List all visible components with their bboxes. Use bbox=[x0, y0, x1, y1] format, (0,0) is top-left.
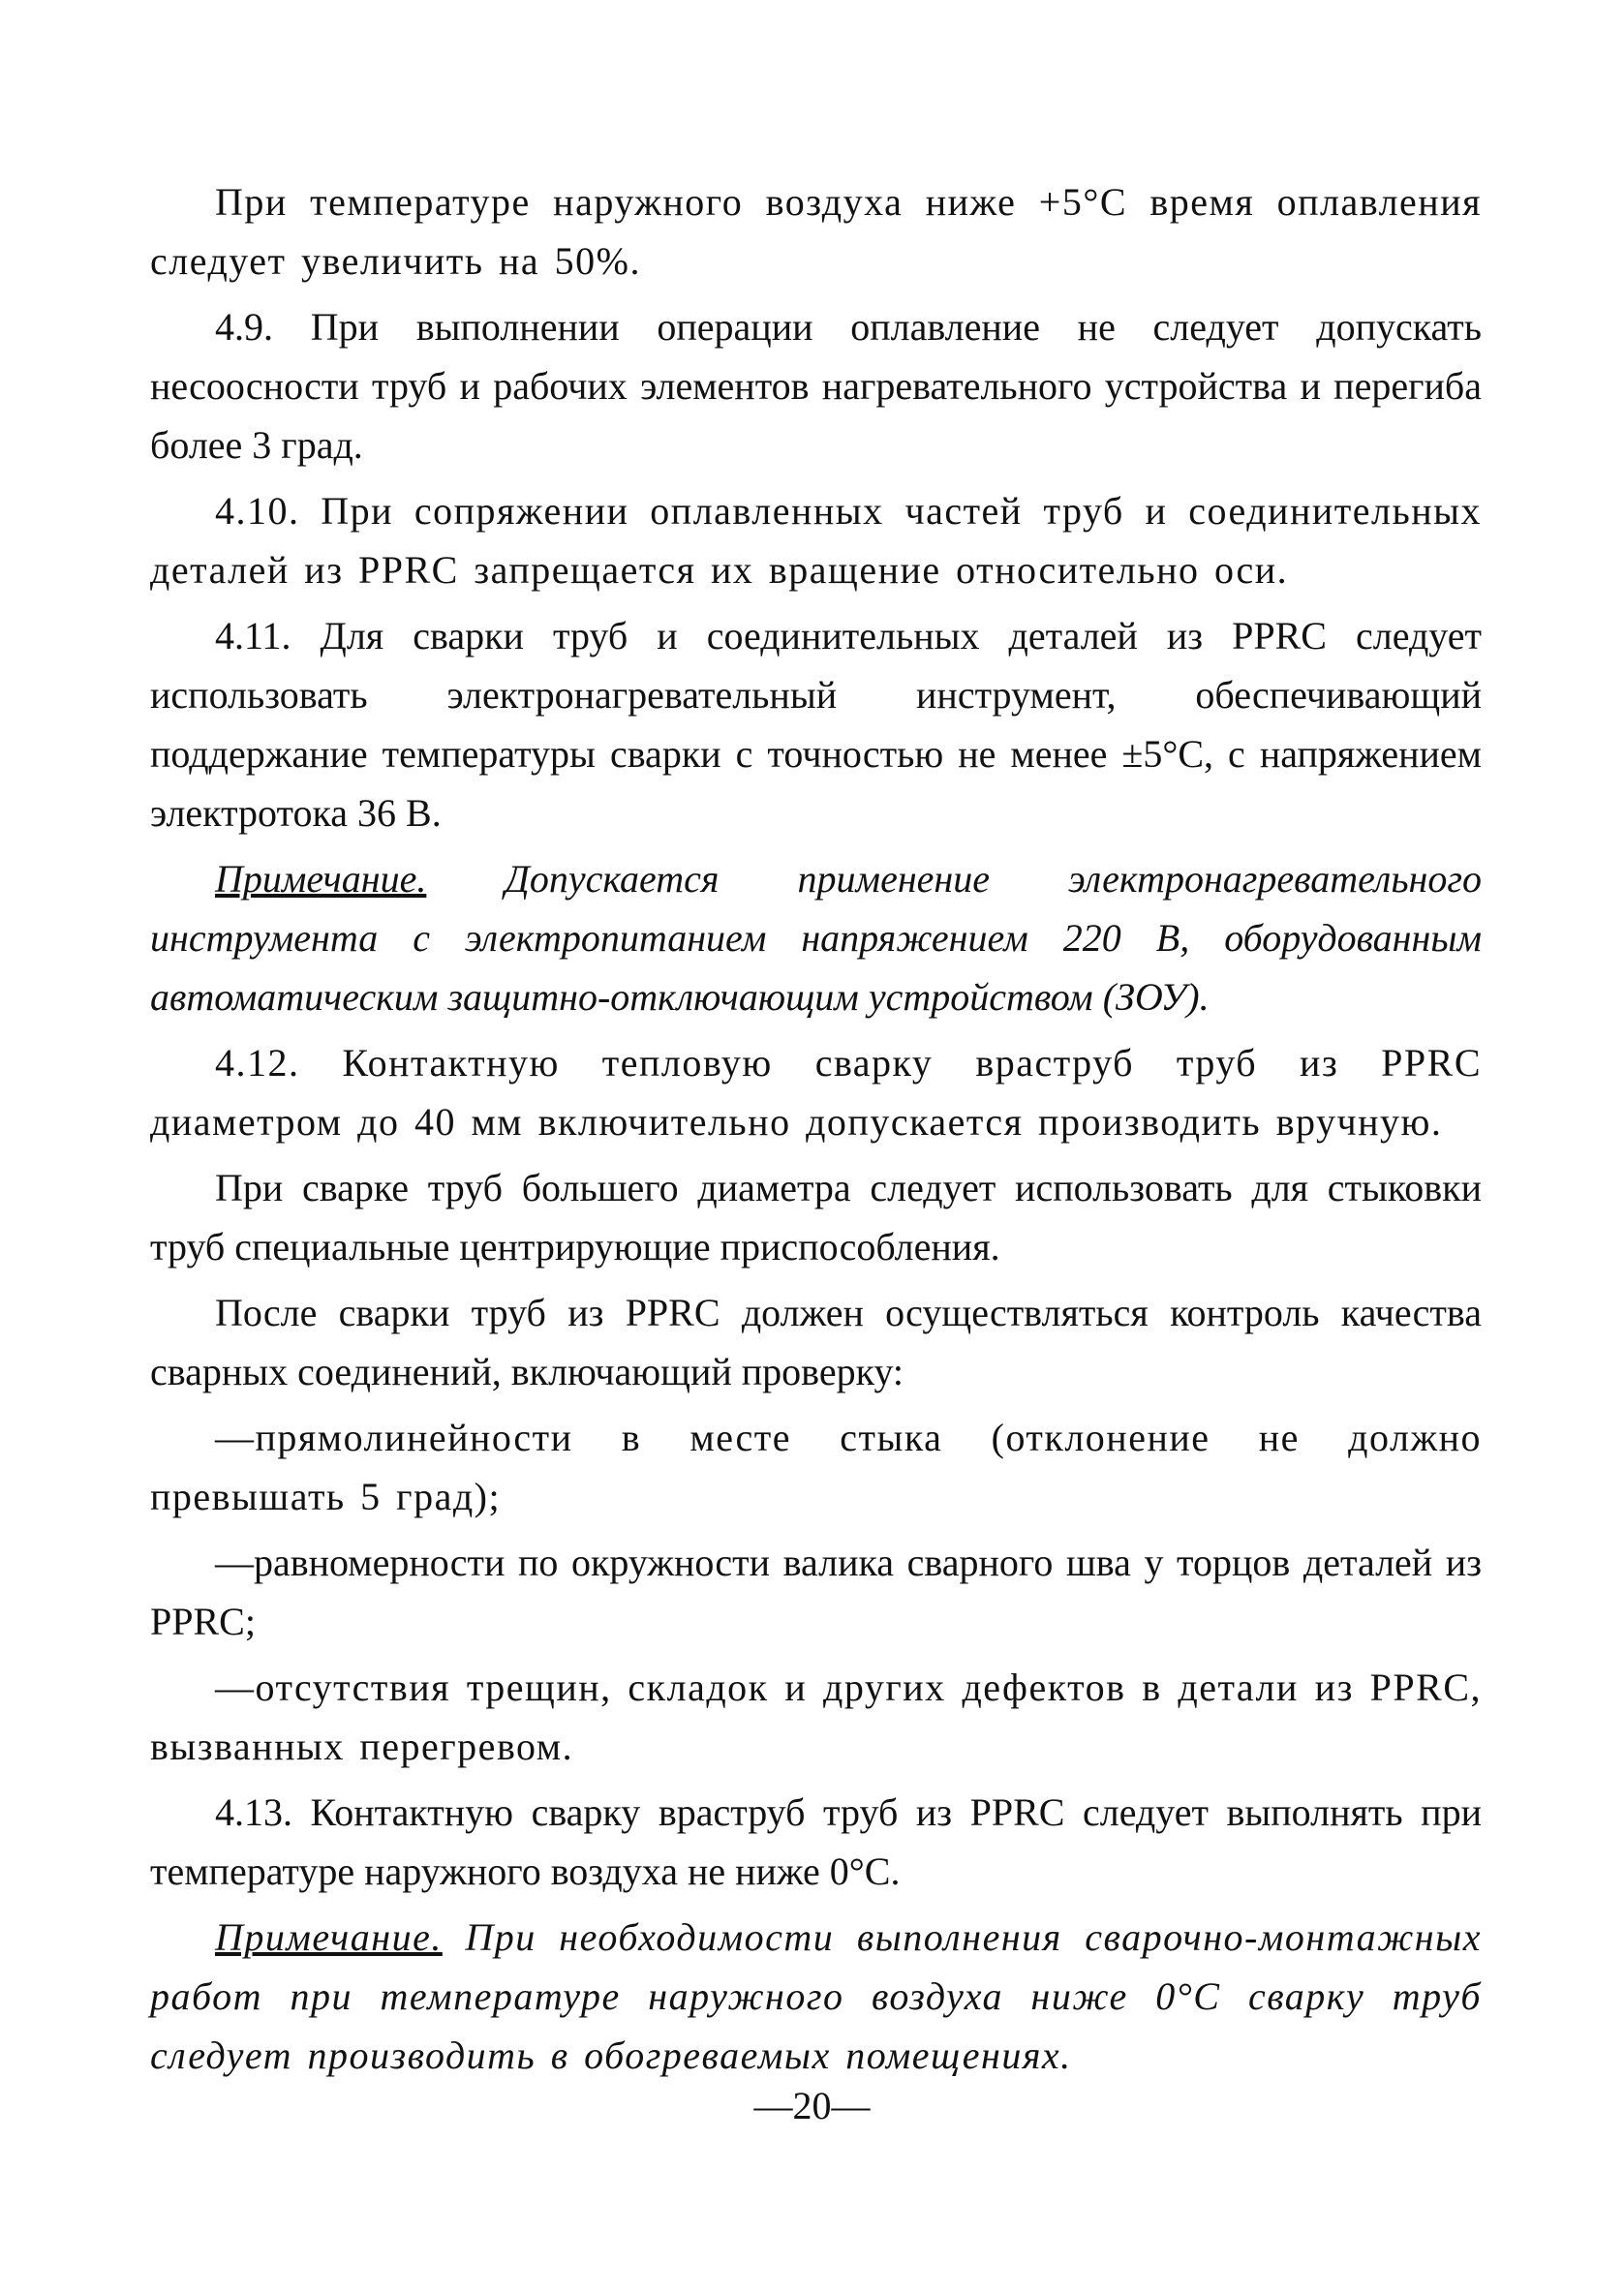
list-item-straightness bbox=[150, 1408, 1482, 1526]
paragraph-text: 4.13. Контактную сварку враструб труб из PPRC следует выполнять при температуре наружного воздуха не ниже 0°С. bbox=[150, 1790, 1482, 1893]
note-text: При необходимости выполнения сварочно-монтажных работ при температуре наружного воздуха ниже 0°С сварку труб следует производить в обогреваемых помещениях. bbox=[150, 1915, 1482, 2077]
note-text: Допускается применение электронагревательного инструмента с электропитанием напряжением 220 В, оборудованным автоматическим защитно-отключающим устройством (ЗОУ). bbox=[150, 857, 1482, 1019]
paragraph-4-12 bbox=[150, 1033, 1482, 1151]
paragraph-4-11 bbox=[150, 606, 1482, 842]
page-body bbox=[150, 172, 1482, 2092]
paragraph-large-diameter bbox=[150, 1158, 1482, 1276]
paragraph-4-9 bbox=[150, 297, 1482, 474]
note-label: Примечание. bbox=[215, 1915, 443, 1959]
paragraph-text: 4.10. При сопряжении оплавленных частей труб и соединительных деталей из PPRC запрещается их вращение относительно оси. bbox=[150, 489, 1482, 592]
list-item-uniformity bbox=[150, 1533, 1482, 1651]
paragraph-text: При температуре наружного воздуха ниже +5°С время оплавления следует увеличить на 50%. bbox=[150, 180, 1482, 283]
paragraph-quality-control bbox=[150, 1283, 1482, 1401]
paragraph-melt-time bbox=[150, 172, 1482, 290]
list-item-text: —равномерности по окружности валика сварного шва у торцов деталей из PPRC; bbox=[150, 1541, 1482, 1643]
paragraph-text: 4.12. Контактную тепловую сварку враструб труб из PPRC диаметром до 40 мм включительно допускается производить вручную. bbox=[150, 1041, 1482, 1144]
page-number: —20— bbox=[753, 2084, 871, 2127]
paragraph-text: При сварке труб большего диаметра следует использовать для стыковки труб специальные центрирующие приспособления. bbox=[150, 1166, 1482, 1269]
paragraph-4-10 bbox=[150, 481, 1482, 599]
list-item-text: —прямолинейности в месте стыка (отклонение не должно превышать 5 град); bbox=[150, 1416, 1482, 1518]
list-item-defects bbox=[150, 1658, 1482, 1776]
paragraph-text: 4.11. Для сварки труб и соединительных деталей из PPRC следует использовать электронагревательный инструмент, обеспечивающий поддержание температуры сварки с точностью не менее ±5°С, с напряжением электротока 36 В. bbox=[150, 614, 1482, 835]
note-paragraph-power bbox=[150, 849, 1482, 1026]
note-label: Примечание. bbox=[215, 857, 427, 901]
paragraph-text: 4.9. При выполнении операции оплавление не следует допускать несоосности труб и рабочих элементов нагревательного устройства и перегиба более 3 град. bbox=[150, 305, 1482, 467]
note-paragraph-heated-rooms bbox=[150, 1908, 1482, 2085]
list-item-text: —отсутствия трещин, складок и других дефектов в детали из PPRC, вызванных перегревом. bbox=[150, 1666, 1482, 1768]
paragraph-4-13 bbox=[150, 1783, 1482, 1901]
paragraph-text: После сварки труб из PPRC должен осуществляться контроль качества сварных соединений, включающий проверку: bbox=[150, 1291, 1482, 1393]
